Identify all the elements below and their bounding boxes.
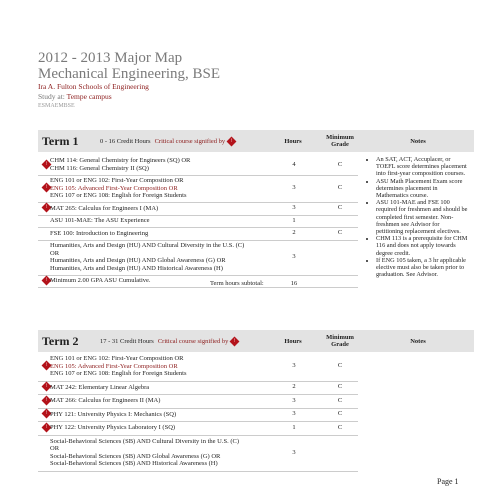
course-line: PHY 121: University Physics I: Mechanics (SQ) [50,410,177,418]
row-divider [38,227,358,228]
course-hours: 2 [292,383,296,391]
course-grade: C [337,396,343,404]
course-line: Humanities, Arts and Design (HU) AND Global Awareness (G) OR [50,257,226,264]
course-line: MAT 266: Calculus for Engineers II (MA) [50,397,161,404]
school-name: Ira A. Fulton Schools of Engineering [38,82,149,91]
row-divider [38,421,358,422]
term-2-name: Term 2 [42,333,79,348]
course-line: CHM 116: General Chemistry II (SQ) [50,164,149,172]
course-hours: 3 [292,204,296,212]
course-line: Social-Behavioral Sciences (SB) AND Global Awareness (G) OR [50,452,221,460]
course-line: ASU 101-MAE: The ASU Experience [50,217,150,224]
row-divider [38,394,358,395]
course-grade: C [337,383,343,391]
subtotal-value: 16 [290,280,298,287]
course-line: MAT 265: Calculus for Engineers I (MA) [50,204,159,212]
course-row [38,355,358,378]
course-row [38,424,358,432]
note-item: • ASU 101-MAE and FSE 100 required for freshmen and should be completed first semester. Non-freshmen see Advisor for petitioning replacement electives. [376,199,468,235]
critical-icon: ! [42,382,52,392]
critical-icon: ! [42,409,52,419]
course-text [50,230,280,238]
note-item: • If ENG 105 taken, a 3 hr applicable elective must also be taken prior to graduation. See Advisor. [376,257,468,279]
course-text [50,438,280,468]
major-title: Mechanical Engineering, BSE [38,66,221,82]
course-text [50,424,280,432]
study-location: Study at: Tempe campus [38,92,112,101]
course-text [50,205,280,213]
course-hours: 2 [292,229,296,237]
course-line: Humanities, Arts and Design (HU) AND Cultural Diversity in the U.S. (C) [50,242,245,249]
row-divider [38,175,358,176]
page-header [38,50,220,111]
course-text [50,242,280,272]
row-divider [38,215,358,216]
note-item: • ASU Math Placement Exam score determines placement in Mathematics course. [376,178,468,200]
course-text [50,217,280,225]
course-row [38,384,358,392]
course-line: Humanities, Arts and Design (HU) AND Historical Awareness (H) [50,264,223,272]
course-text [50,397,280,405]
grade-header: Minimum Grade [326,334,354,348]
course-row [38,277,358,285]
critical-icon: ! [42,275,52,285]
course-hours: 3 [292,396,296,404]
grade-header: Minimum Grade [326,134,354,148]
course-line: OR [50,445,60,452]
course-row [38,438,358,468]
course-text [50,384,280,392]
course-grade: C [337,362,343,370]
notes-header: Notes [410,337,426,345]
course-hours: 3 [292,362,296,370]
term-1-section [38,130,474,287]
course-line: ENG 101 or ENG 102: First-Year Composition OR [50,355,184,362]
course-text [50,411,280,419]
course-grade: C [337,410,343,418]
row-divider [38,240,358,241]
term-1-bar [38,130,474,152]
course-line: FSE 100: Introduction to Engineering [50,229,149,237]
critical-icon: ! [42,183,52,193]
term-2-credits: 17 - 31 Credit Hours [100,337,154,345]
course-grade: C [337,160,343,168]
program-code: ESMAEMBSE [38,103,75,109]
row-divider [38,202,358,203]
course-line: ENG 107 or ENG 108: English for Foreign Students [50,192,187,199]
course-hours: 1 [292,423,296,431]
course-line: PHY 122: University Physics Laboratory I (SQ) [50,424,176,431]
course-grade: C [337,204,343,212]
critical-icon: ! [42,159,52,169]
row-divider [38,408,358,409]
row-divider [38,471,358,472]
page-title: 2012 - 2013 Major Map [38,50,183,66]
row-divider [38,435,358,436]
course-row [38,411,358,419]
critical-note: Critical course signified by [154,137,226,145]
course-row [38,230,358,238]
critical-icon: ! [42,395,52,405]
critical-note: Critical course signified by [157,337,229,345]
critical-icon: ! [42,422,52,432]
term-2-bar [38,330,474,352]
course-text [50,177,280,200]
course-line: ENG 101 or ENG 102: First-Year Composition OR [50,177,184,184]
course-line: ENG 107 or ENG 108: English for Foreign Students [50,370,187,377]
course-row [38,217,358,225]
course-line: OR [50,249,60,257]
critical-icon: ! [42,203,52,213]
course-line: ENG 105: Advanced First-Year Composition OR [50,184,178,192]
course-hours: 1 [292,216,296,224]
course-hours: 3 [292,253,296,260]
critical-icon: ! [230,336,240,346]
course-line: Social-Behavioral Sciences (SB) AND Cultural Diversity in the U.S. (C) [50,437,240,445]
course-line: MAT 242: Elementary Linear Algebra [50,383,150,391]
hours-header: Hours [284,137,302,145]
course-row [38,242,358,272]
row-divider [38,287,358,288]
course-row [38,157,358,172]
course-line: ENG 105: Advanced First-Year Composition OR [50,362,178,370]
course-hours: 3 [292,448,296,456]
critical-icon: ! [227,136,237,146]
note-item: • An SAT, ACT, Accuplacer, or TOEFL score determines placement into first-year composition courses. [376,156,468,178]
course-grade: C [337,184,343,192]
page-number: Page 1 [437,477,459,486]
row-divider [38,275,358,276]
notes-header: Notes [410,137,426,145]
term-2-section [38,330,474,467]
course-row [38,177,358,200]
term-1-notes [368,156,468,278]
course-text [50,355,280,378]
course-row [38,205,358,213]
course-line: Social-Behavioral Sciences (SB) AND Historical Awareness (H) [50,460,218,467]
critical-icon: ! [42,361,52,371]
hours-header: Hours [284,337,302,345]
course-hours: 3 [292,184,296,192]
row-divider [38,381,358,382]
course-text [50,157,280,172]
term-1-credits: 0 - 16 Credit Hours [100,137,151,145]
course-line: CHM 114: General Chemistry for Engineers (SQ) OR [50,157,191,164]
course-row [38,397,358,405]
note-item: • CHM 113 is a prerequisite for CHM 116 and does not apply towards degree credit. [376,235,468,257]
course-hours: 3 [292,410,296,418]
subtotal-label: Term hours subtotal: [210,280,264,287]
course-line: Minimum 2.00 GPA ASU Cumulative. [50,277,151,284]
course-grade: C [337,423,343,431]
term-1-name: Term 1 [42,133,79,148]
course-hours: 4 [292,160,296,168]
course-grade: C [337,229,343,237]
